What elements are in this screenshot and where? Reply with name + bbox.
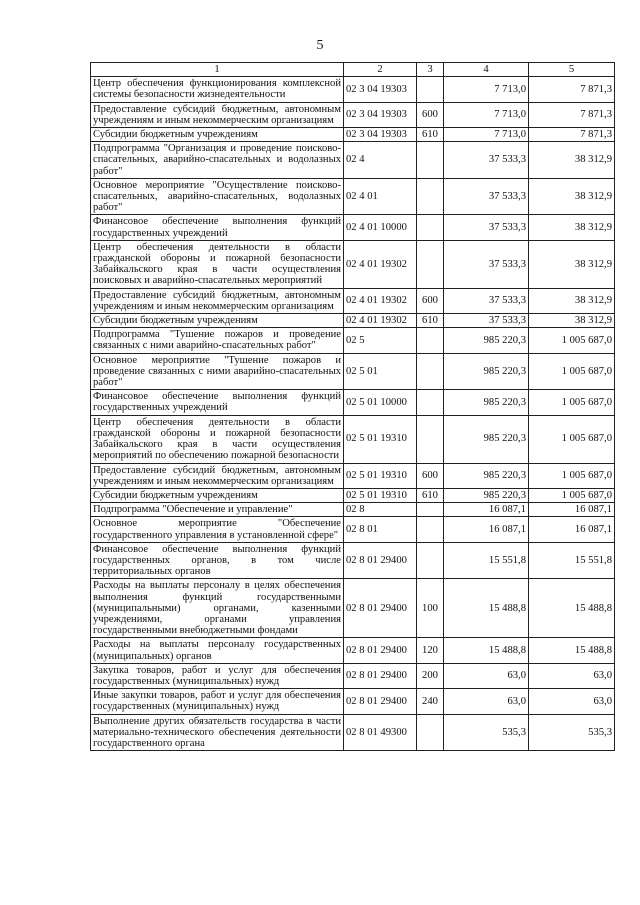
table-row — [91, 579, 615, 638]
table-row — [91, 314, 615, 328]
expense-type-cell — [417, 714, 444, 751]
amount-year2-cell: 1 005 687,0 — [529, 353, 615, 390]
target-code-cell: 02 5 01 — [344, 353, 417, 390]
header-cell: 5 — [529, 63, 615, 77]
expense-name-cell: Подпрограмма "Организация и проведение поисково-спасательных, аварийно-спасательных и водолазных работ" — [91, 142, 344, 179]
amount-year2-cell: 1 005 687,0 — [529, 390, 615, 415]
expense-type-cell: 240 — [417, 689, 444, 714]
amount-year2-cell: 535,3 — [529, 714, 615, 751]
expense-name-cell: Предоставление субсидий бюджетным, автономным учреждениям и иным некоммерческим организациям — [91, 102, 344, 127]
table-row — [91, 77, 615, 102]
expense-name-cell: Расходы на выплаты персоналу в целях обеспечения выполнения функций государственными (муниципальными) органами, казенными учреждениями, органами управления государственными внебюджетными фондами — [91, 579, 344, 638]
table-row — [91, 638, 615, 663]
amount-year1-cell: 7 713,0 — [444, 128, 529, 142]
expense-type-cell: 610 — [417, 488, 444, 502]
table-row — [91, 488, 615, 502]
amount-year1-cell: 16 087,1 — [444, 503, 529, 517]
expense-type-cell: 200 — [417, 663, 444, 688]
table-row — [91, 714, 615, 751]
table-row — [91, 142, 615, 179]
expense-type-cell: 600 — [417, 102, 444, 127]
target-code-cell: 02 8 01 29400 — [344, 663, 417, 688]
expense-type-cell: 610 — [417, 128, 444, 142]
amount-year2-cell: 1 005 687,0 — [529, 415, 615, 463]
target-code-cell: 02 3 04 19303 — [344, 77, 417, 102]
amount-year2-cell: 63,0 — [529, 663, 615, 688]
target-code-cell: 02 4 01 19302 — [344, 288, 417, 313]
amount-year2-cell: 63,0 — [529, 689, 615, 714]
amount-year2-cell: 38 312,9 — [529, 215, 615, 240]
target-code-cell: 02 8 01 29400 — [344, 579, 417, 638]
amount-year1-cell: 37 533,3 — [444, 288, 529, 313]
expense-type-cell: 600 — [417, 288, 444, 313]
expense-name-cell: Предоставление субсидий бюджетным, автономным учреждениям и иным некоммерческим организациям — [91, 463, 344, 488]
table-row — [91, 542, 615, 579]
amount-year1-cell: 15 488,8 — [444, 638, 529, 663]
expense-name-cell: Основное мероприятие "Тушение пожаров и проведение связанных с ними аварийно-спасательных работ" — [91, 353, 344, 390]
target-code-cell: 02 5 01 10000 — [344, 390, 417, 415]
expense-name-cell: Субсидии бюджетным учреждениям — [91, 488, 344, 502]
table-row — [91, 463, 615, 488]
amount-year1-cell: 15 551,8 — [444, 542, 529, 579]
header-cell: 1 — [91, 63, 344, 77]
expense-name-cell: Основное мероприятие "Обеспечение государственного управления в установленной сфере" — [91, 517, 344, 542]
table-row — [91, 517, 615, 542]
expense-type-cell — [417, 240, 444, 288]
amount-year1-cell: 985 220,3 — [444, 488, 529, 502]
table-row — [91, 288, 615, 313]
table-row — [91, 390, 615, 415]
target-code-cell: 02 4 01 10000 — [344, 215, 417, 240]
expense-name-cell: Субсидии бюджетным учреждениям — [91, 128, 344, 142]
budget-table — [90, 62, 615, 751]
target-code-cell: 02 5 01 19310 — [344, 488, 417, 502]
expense-name-cell: Иные закупки товаров, работ и услуг для обеспечения государственных (муниципальных) нужд — [91, 689, 344, 714]
amount-year2-cell: 1 005 687,0 — [529, 463, 615, 488]
expense-name-cell: Финансовое обеспечение выполнения функций государственных учреждений — [91, 215, 344, 240]
target-code-cell: 02 4 — [344, 142, 417, 179]
target-code-cell: 02 8 01 29400 — [344, 542, 417, 579]
table-row — [91, 328, 615, 353]
amount-year1-cell: 535,3 — [444, 714, 529, 751]
expense-name-cell: Расходы на выплаты персоналу государственных (муниципальных) органов — [91, 638, 344, 663]
header-cell: 2 — [344, 63, 417, 77]
target-code-cell: 02 8 01 49300 — [344, 714, 417, 751]
expense-name-cell: Центр обеспечения деятельности в области гражданской обороны и пожарной безопасности Забайкальского края в части осуществления мероприятий по обеспечению пожарной безопасности — [91, 415, 344, 463]
target-code-cell: 02 5 01 19310 — [344, 463, 417, 488]
amount-year1-cell: 985 220,3 — [444, 415, 529, 463]
amount-year1-cell: 7 713,0 — [444, 77, 529, 102]
target-code-cell: 02 8 01 29400 — [344, 638, 417, 663]
amount-year2-cell: 7 871,3 — [529, 102, 615, 127]
amount-year2-cell: 38 312,9 — [529, 288, 615, 313]
target-code-cell: 02 5 01 19310 — [344, 415, 417, 463]
expense-type-cell: 120 — [417, 638, 444, 663]
expense-name-cell: Финансовое обеспечение выполнения функций государственных органов, в том числе территориальных органов — [91, 542, 344, 579]
amount-year2-cell: 7 871,3 — [529, 128, 615, 142]
target-code-cell: 02 4 01 — [344, 178, 417, 215]
expense-name-cell: Предоставление субсидий бюджетным, автономным учреждениям и иным некоммерческим организациям — [91, 288, 344, 313]
target-code-cell: 02 4 01 19302 — [344, 314, 417, 328]
amount-year1-cell: 15 488,8 — [444, 579, 529, 638]
target-code-cell: 02 3 04 19303 — [344, 102, 417, 127]
amount-year2-cell: 15 551,8 — [529, 542, 615, 579]
amount-year2-cell: 1 005 687,0 — [529, 488, 615, 502]
target-code-cell: 02 8 01 29400 — [344, 689, 417, 714]
header-cell: 4 — [444, 63, 529, 77]
expense-type-cell — [417, 542, 444, 579]
amount-year1-cell: 37 533,3 — [444, 142, 529, 179]
amount-year2-cell: 15 488,8 — [529, 579, 615, 638]
header-cell: 3 — [417, 63, 444, 77]
amount-year1-cell: 985 220,3 — [444, 353, 529, 390]
header-row — [91, 63, 615, 77]
target-code-cell: 02 8 01 — [344, 517, 417, 542]
table-row — [91, 353, 615, 390]
expense-name-cell: Подпрограмма "Тушение пожаров и проведение связанных с ними аварийно-спасательных работ" — [91, 328, 344, 353]
table-row — [91, 689, 615, 714]
table-row — [91, 102, 615, 127]
expense-type-cell — [417, 517, 444, 542]
expense-name-cell: Финансовое обеспечение выполнения функций государственных учреждений — [91, 390, 344, 415]
amount-year2-cell: 16 087,1 — [529, 517, 615, 542]
table-row — [91, 240, 615, 288]
expense-type-cell: 610 — [417, 314, 444, 328]
expense-name-cell: Закупка товаров, работ и услуг для обеспечения государственных (муниципальных) нужд — [91, 663, 344, 688]
amount-year2-cell: 38 312,9 — [529, 178, 615, 215]
amount-year2-cell: 1 005 687,0 — [529, 328, 615, 353]
amount-year2-cell: 38 312,9 — [529, 240, 615, 288]
table-row — [91, 503, 615, 517]
amount-year1-cell: 37 533,3 — [444, 240, 529, 288]
expense-type-cell: 600 — [417, 463, 444, 488]
target-code-cell: 02 5 — [344, 328, 417, 353]
amount-year1-cell: 985 220,3 — [444, 328, 529, 353]
amount-year1-cell: 37 533,3 — [444, 314, 529, 328]
amount-year1-cell: 16 087,1 — [444, 517, 529, 542]
expense-type-cell — [417, 215, 444, 240]
expense-type-cell: 100 — [417, 579, 444, 638]
table-row — [91, 128, 615, 142]
expense-type-cell — [417, 415, 444, 463]
target-code-cell: 02 8 — [344, 503, 417, 517]
expense-name-cell: Субсидии бюджетным учреждениям — [91, 314, 344, 328]
expense-type-cell — [417, 77, 444, 102]
expense-name-cell: Основное мероприятие "Осуществление поисково-спасательных, аварийно-спасательных, водолазных работ" — [91, 178, 344, 215]
expense-name-cell: Центр обеспечения функционирования комплексной системы безопасности жизнедеятельности — [91, 77, 344, 102]
amount-year1-cell: 63,0 — [444, 663, 529, 688]
expense-name-cell: Подпрограмма "Обеспечение и управление" — [91, 503, 344, 517]
table-row — [91, 215, 615, 240]
amount-year2-cell: 38 312,9 — [529, 314, 615, 328]
expense-type-cell — [417, 328, 444, 353]
target-code-cell: 02 4 01 19302 — [344, 240, 417, 288]
amount-year1-cell: 985 220,3 — [444, 390, 529, 415]
target-code-cell: 02 3 04 19303 — [344, 128, 417, 142]
page-number: 5 — [316, 38, 324, 53]
amount-year2-cell: 16 087,1 — [529, 503, 615, 517]
table-row — [91, 415, 615, 463]
amount-year2-cell: 7 871,3 — [529, 77, 615, 102]
amount-year2-cell: 38 312,9 — [529, 142, 615, 179]
expense-name-cell: Выполнение других обязательств государства в части материально-технического обеспечения деятельности государственного органа — [91, 714, 344, 751]
amount-year1-cell: 985 220,3 — [444, 463, 529, 488]
expense-type-cell — [417, 353, 444, 390]
budget-table-body — [91, 63, 615, 751]
expense-name-cell: Центр обеспечения деятельности в области гражданской обороны и пожарной безопасности Забайкальского края в части осуществления поисковых и аварийно-спасательных мероприятий — [91, 240, 344, 288]
expense-type-cell — [417, 178, 444, 215]
expense-type-cell — [417, 390, 444, 415]
expense-type-cell — [417, 503, 444, 517]
amount-year1-cell: 63,0 — [444, 689, 529, 714]
amount-year1-cell: 7 713,0 — [444, 102, 529, 127]
table-row — [91, 663, 615, 688]
table-row — [91, 178, 615, 215]
amount-year1-cell: 37 533,3 — [444, 178, 529, 215]
amount-year1-cell: 37 533,3 — [444, 215, 529, 240]
expense-type-cell — [417, 142, 444, 179]
amount-year2-cell: 15 488,8 — [529, 638, 615, 663]
